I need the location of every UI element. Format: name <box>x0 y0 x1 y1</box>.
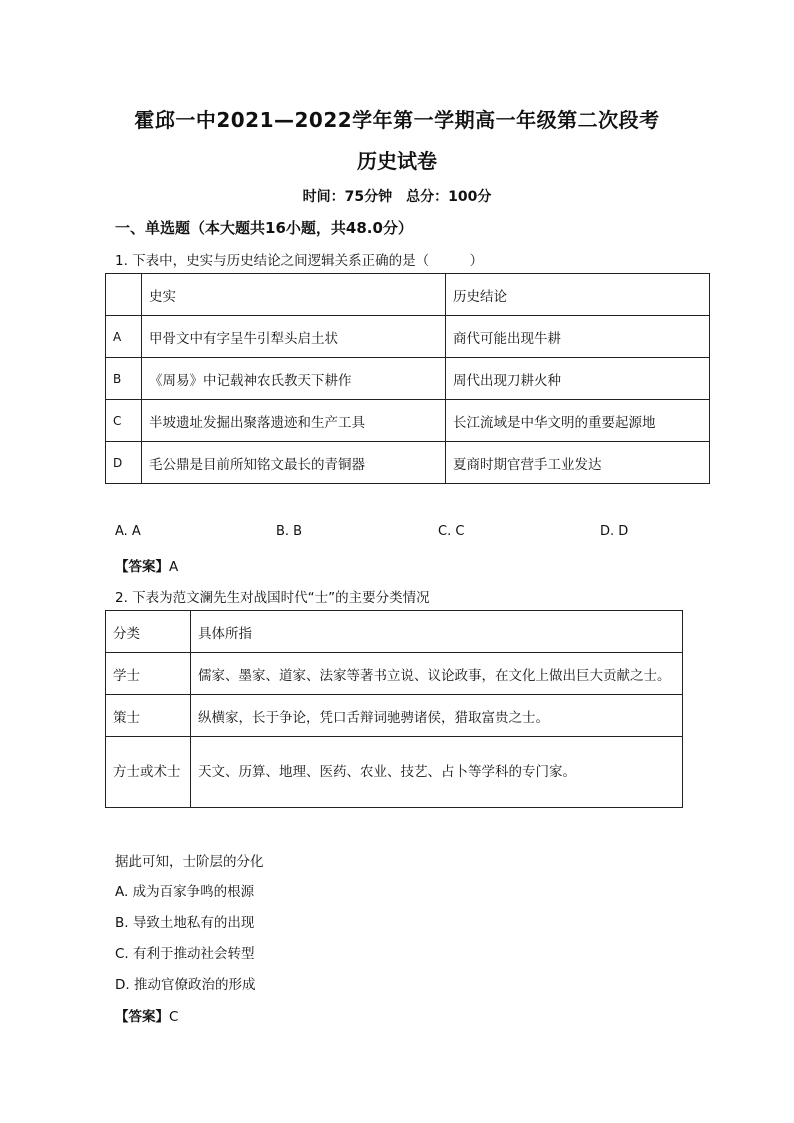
table-row <box>106 653 683 695</box>
choice-d: D. 推动官僚政治的形成 <box>115 977 256 993</box>
table-row <box>106 695 683 737</box>
exam-subject: 历史试卷 <box>357 149 437 173</box>
question-2-table <box>105 610 683 808</box>
table-cell: D <box>106 442 142 484</box>
table-cell: 毛公鼎是目前所知铭文最长的青铜器 <box>142 442 446 484</box>
table-cell: 甲骨文中有字呈牛引犁头启土状 <box>142 316 446 358</box>
table-header-row <box>106 274 710 316</box>
table-cell: C <box>106 400 142 442</box>
answer-value: C <box>169 1009 179 1025</box>
table-cell: 纵横家，长于争论，凭口舌辩词驰骋诸侯，猎取富贵之士。 <box>191 695 683 737</box>
table-cell: 学士 <box>106 653 191 695</box>
table-row <box>106 358 710 400</box>
answer-tag: 【答案】 <box>115 559 169 575</box>
question-2-answer <box>115 1005 178 1025</box>
table-cell: 策士 <box>106 695 191 737</box>
option-b: B. B <box>276 524 303 539</box>
question-1-answer <box>115 555 178 575</box>
table-cell: 天文、历算、地理、医药、农业、技艺、占卜等学科的专门家。 <box>191 737 683 808</box>
option-a: A. A <box>115 524 141 539</box>
table-header-cell <box>106 274 142 316</box>
option-d: D. D <box>600 524 629 539</box>
table-cell: B <box>106 358 142 400</box>
table-cell: 夏商时期官营手工业发达 <box>446 442 710 484</box>
table-cell: 长江流域是中华文明的重要起源地 <box>446 400 710 442</box>
table-cell: 半坡遗址发掘出聚落遗迹和生产工具 <box>142 400 446 442</box>
table-row <box>106 316 710 358</box>
table-header-cell: 分类 <box>106 611 191 653</box>
exam-title: 霍邱一中2021—2022学年第一学期高一年级第二次段考 <box>134 108 660 132</box>
choice-b: B. 导致土地私有的出现 <box>115 915 255 931</box>
table-header-cell: 史实 <box>142 274 446 316</box>
answer-value: A <box>169 559 179 575</box>
table-cell: 商代可能出现牛耕 <box>446 316 710 358</box>
question-1-table <box>105 273 710 484</box>
question-2-prompt: 据此可知，士阶层的分化 <box>115 854 264 870</box>
table-header-cell: 具体所指 <box>191 611 683 653</box>
table-row <box>106 400 710 442</box>
choice-a: A. 成为百家争鸣的根源 <box>115 884 255 900</box>
section-heading: 一、单选题（本大题共16小题，共48.0分） <box>115 219 413 237</box>
table-header-row <box>106 611 683 653</box>
table-cell: A <box>106 316 142 358</box>
table-row <box>106 442 710 484</box>
choice-c: C. 有利于推动社会转型 <box>115 946 255 962</box>
table-row <box>106 737 683 808</box>
table-cell: 《周易》中记载神农氏教天下耕作 <box>142 358 446 400</box>
answer-tag: 【答案】 <box>115 1009 169 1025</box>
exam-time-score: 时间：75分钟 总分：100分 <box>302 189 492 205</box>
question-1-stem: 1. 下表中，史实与历史结论之间逻辑关系正确的是（ ） <box>115 253 484 269</box>
table-cell: 周代出现刀耕火种 <box>446 358 710 400</box>
table-cell: 方士或术士 <box>106 737 191 808</box>
table-cell: 儒家、墨家、道家、法家等著书立说、议论政事，在文化上做出巨大贡献之士。 <box>191 653 683 695</box>
question-2-stem: 2. 下表为范文澜先生对战国时代“士”的主要分类情况 <box>115 590 430 606</box>
option-c: C. C <box>438 524 465 539</box>
table-header-cell: 历史结论 <box>446 274 710 316</box>
